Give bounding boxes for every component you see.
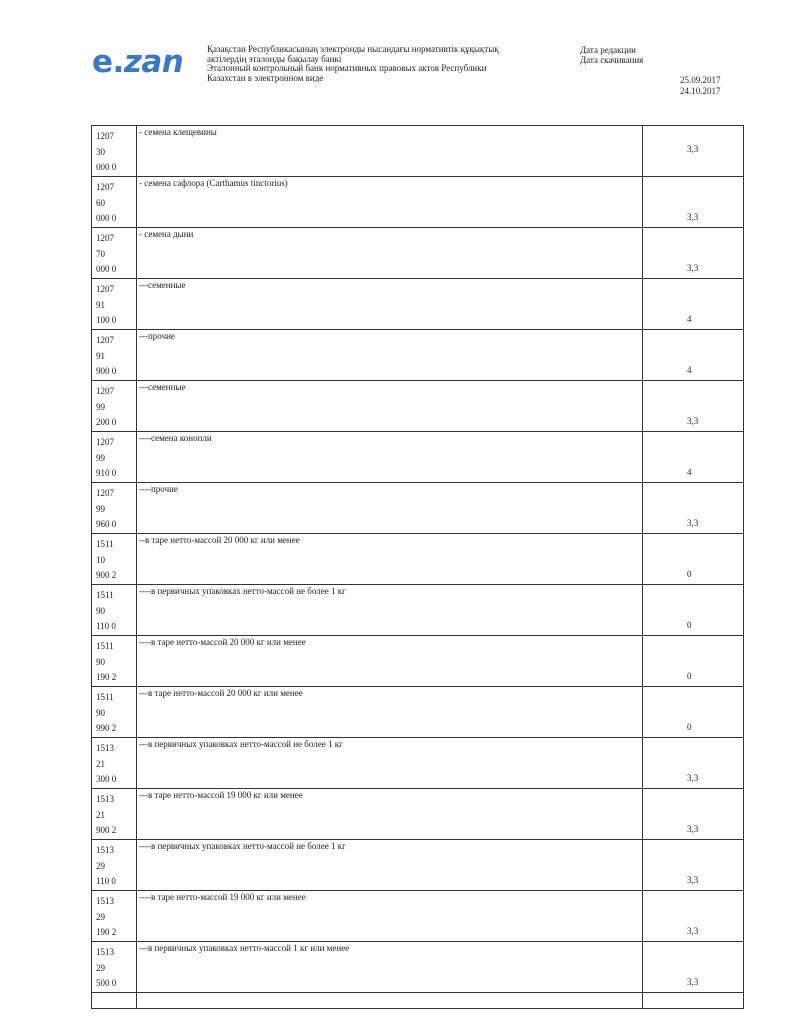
- duty-rate-value: 3,3: [687, 263, 699, 273]
- table-row-empty: [92, 993, 744, 1009]
- goods-description-cell: - семена сафлора (Carthamus tinctorius): [137, 177, 643, 228]
- tariff-code-part: 300 0: [96, 774, 117, 784]
- goods-description-cell: ---в таре нетто-массой 19 000 кг или менее: [137, 789, 643, 840]
- empty-cell: [92, 993, 137, 1009]
- goods-description-cell: ---в первичных упаковках нетто-массой 1 кг или менее: [137, 942, 643, 993]
- duty-rate-cell: [643, 738, 744, 789]
- duty-rate-value: 3,3: [687, 926, 699, 936]
- tariff-code-part: 1207: [96, 386, 114, 396]
- duty-rate-cell: [643, 381, 744, 432]
- tariff-code-part: 91: [96, 299, 105, 310]
- tariff-code-cell: [92, 738, 137, 789]
- duty-rate-value: 0: [687, 671, 692, 681]
- goods-description-cell: --в таре нетто-массой 20 000 кг или менее: [137, 534, 643, 585]
- goods-description-cell: ----прочие: [137, 483, 643, 534]
- tariff-code-part: 000 0: [96, 213, 117, 223]
- tariff-code-cell: [92, 432, 137, 483]
- duty-rate-cell: [643, 687, 744, 738]
- duty-rate-value: 4: [687, 314, 692, 324]
- table-row: [92, 534, 744, 585]
- tariff-code-part: 190 2: [96, 672, 117, 682]
- goods-description-cell: ---семенные: [137, 279, 643, 330]
- tariff-code-part: 90: [96, 707, 105, 718]
- tariff-code-part: 70: [96, 248, 105, 259]
- header-ru-line1: Эталонный контрольный банк нормативных правовых актов Республики: [207, 63, 487, 74]
- table-row: [92, 891, 744, 942]
- tariff-code-part: 1513: [96, 896, 114, 906]
- duty-rate-value: 3,3: [687, 518, 699, 528]
- table-row: [92, 432, 744, 483]
- tariff-code-part: 1513: [96, 794, 114, 804]
- empty-cell: [643, 993, 744, 1009]
- tariff-code-part: 1207: [96, 233, 114, 243]
- duty-rate-value: 4: [687, 365, 692, 375]
- duty-rate-value: 0: [687, 722, 692, 732]
- tariff-code-part: 1207: [96, 284, 114, 294]
- tariff-code-part: 110 0: [96, 621, 116, 631]
- tariff-code-part: 190 2: [96, 927, 117, 937]
- tariff-code-part: 1207: [96, 182, 114, 192]
- tariff-code-part: 1207: [96, 488, 114, 498]
- tariff-code-part: 90: [96, 656, 105, 667]
- duty-rate-cell: [643, 942, 744, 993]
- empty-cell: [137, 993, 643, 1009]
- table-row: [92, 279, 744, 330]
- duty-rate-value: 4: [687, 467, 692, 477]
- goods-description-cell: ----семена конопли: [137, 432, 643, 483]
- edit-date-value: 25.09.2017: [680, 75, 721, 85]
- table-row: [92, 738, 744, 789]
- tariff-code-part: 1511: [96, 539, 114, 549]
- label-edit-date: Дата редакции: [580, 45, 636, 55]
- tariff-code-cell: [92, 534, 137, 585]
- tariff-code-part: 99: [96, 452, 105, 463]
- duty-rate-cell: [643, 585, 744, 636]
- table-row: [92, 687, 744, 738]
- tariff-code-part: 200 0: [96, 417, 117, 427]
- tariff-code-part: 1511: [96, 641, 114, 651]
- goods-description-cell: ---прочие: [137, 330, 643, 381]
- table-row: [92, 330, 744, 381]
- goods-description-cell: ---в таре нетто-массой 20 000 кг или менее: [137, 687, 643, 738]
- goods-description-cell: - семена дыни: [137, 228, 643, 279]
- download-date-value: 24.10.2017: [680, 85, 721, 96]
- tariff-code-part: 60: [96, 197, 105, 208]
- tariff-code-part: 1207: [96, 335, 114, 345]
- duty-rate-cell: [643, 228, 744, 279]
- header-bank-title: [207, 45, 567, 83]
- goods-description-cell: - семена клещевины: [137, 126, 643, 177]
- duty-rate-value: 3,3: [687, 212, 699, 222]
- label-download-date: Дата скачивания: [580, 55, 644, 65]
- header-ru-line2: Казахстан в электронном виде: [207, 72, 324, 83]
- duty-rate-value: 3,3: [687, 144, 699, 154]
- tariff-code-cell: [92, 942, 137, 993]
- duty-rate-cell: [643, 279, 744, 330]
- tariff-code-part: 29: [96, 860, 105, 871]
- tariff-code-cell: [92, 483, 137, 534]
- duty-rate-value: 3,3: [687, 977, 699, 987]
- goods-description-cell: ----в первичных упаковках нетто-массой не более 1 кг: [137, 840, 643, 891]
- tariff-code-part: 1513: [96, 743, 114, 753]
- duty-rate-value: 3,3: [687, 875, 699, 885]
- tariff-code-cell: [92, 891, 137, 942]
- tariff-code-cell: [92, 789, 137, 840]
- ezan-logo: e.zan: [92, 44, 184, 80]
- header-kz-line1: Қазақстан Республикасының электронды нысандағы нормативтік құқықтық: [207, 44, 499, 54]
- tariff-code-part: 91: [96, 350, 105, 361]
- tariff-code-part: 1207: [96, 131, 114, 141]
- tariff-code-part: 21: [96, 758, 105, 769]
- duty-rate-cell: [643, 636, 744, 687]
- tariff-code-part: 1207: [96, 437, 114, 447]
- duty-rate-cell: [643, 891, 744, 942]
- duty-rate-cell: [643, 432, 744, 483]
- table-row: [92, 177, 744, 228]
- duty-rate-cell: [643, 330, 744, 381]
- header-kz-line2: актілердің эталонды бақылау банкі: [207, 53, 342, 64]
- table-row: [92, 228, 744, 279]
- tariff-code-cell: [92, 840, 137, 891]
- goods-description-cell: ---в первичных упаковках нетто-массой не более 1 кг: [137, 738, 643, 789]
- tariff-code-part: 960 0: [96, 519, 117, 529]
- tariff-code-part: 110 0: [96, 876, 116, 886]
- tariff-table: [91, 125, 744, 1009]
- tariff-code-cell: [92, 381, 137, 432]
- header-date-values: [680, 75, 721, 96]
- goods-description-cell: ----в таре нетто-массой 19 000 кг или менее: [137, 891, 643, 942]
- table-row: [92, 840, 744, 891]
- tariff-code-part: 21: [96, 809, 105, 820]
- duty-rate-value: 3,3: [687, 824, 699, 834]
- tariff-code-part: 10: [96, 554, 105, 565]
- tariff-code-part: 900 2: [96, 825, 117, 835]
- tariff-code-cell: [92, 330, 137, 381]
- tariff-table-body: [92, 126, 744, 1009]
- duty-rate-cell: [643, 177, 744, 228]
- table-row: [92, 789, 744, 840]
- tariff-code-part: 29: [96, 911, 105, 922]
- tariff-code-part: 500 0: [96, 978, 117, 988]
- tariff-code-cell: [92, 585, 137, 636]
- table-row: [92, 381, 744, 432]
- tariff-code-part: 99: [96, 503, 105, 514]
- table-row: [92, 636, 744, 687]
- tariff-code-part: 910 0: [96, 468, 117, 478]
- duty-rate-cell: [643, 483, 744, 534]
- duty-rate-cell: [643, 126, 744, 177]
- duty-rate-cell: [643, 789, 744, 840]
- duty-rate-value: 3,3: [687, 773, 699, 783]
- tariff-code-part: 990 2: [96, 723, 117, 733]
- tariff-code-part: 1513: [96, 845, 114, 855]
- header-date-labels: [580, 45, 643, 65]
- tariff-code-part: 100 0: [96, 315, 117, 325]
- tariff-code-part: 000 0: [96, 264, 117, 274]
- duty-rate-value: 0: [687, 569, 692, 579]
- tariff-code-cell: [92, 126, 137, 177]
- goods-description-cell: ----в таре нетто-массой 20 000 кг или менее: [137, 636, 643, 687]
- tariff-code-part: 1511: [96, 590, 114, 600]
- tariff-code-part: 1513: [96, 947, 114, 957]
- table-row: [92, 483, 744, 534]
- tariff-code-part: 900 2: [96, 570, 117, 580]
- table-row: [92, 126, 744, 177]
- table-row: [92, 942, 744, 993]
- duty-rate-value: 3,3: [687, 416, 699, 426]
- tariff-code-part: 900 0: [96, 366, 117, 376]
- tariff-code-part: 30: [96, 146, 105, 157]
- goods-description-cell: ---семенные: [137, 381, 643, 432]
- goods-description-cell: ----в первичных упаковках нетто-массой не более 1 кг: [137, 585, 643, 636]
- duty-rate-value: 0: [687, 620, 692, 630]
- tariff-code-part: 90: [96, 605, 105, 616]
- tariff-code-part: 1511: [96, 692, 114, 702]
- tariff-code-cell: [92, 177, 137, 228]
- tariff-code-cell: [92, 279, 137, 330]
- duty-rate-cell: [643, 840, 744, 891]
- tariff-code-part: 99: [96, 401, 105, 412]
- tariff-code-cell: [92, 636, 137, 687]
- table-row: [92, 585, 744, 636]
- duty-rate-cell: [643, 534, 744, 585]
- tariff-code-part: 000 0: [96, 162, 117, 172]
- tariff-code-cell: [92, 687, 137, 738]
- tariff-code-cell: [92, 228, 137, 279]
- tariff-code-part: 29: [96, 962, 105, 973]
